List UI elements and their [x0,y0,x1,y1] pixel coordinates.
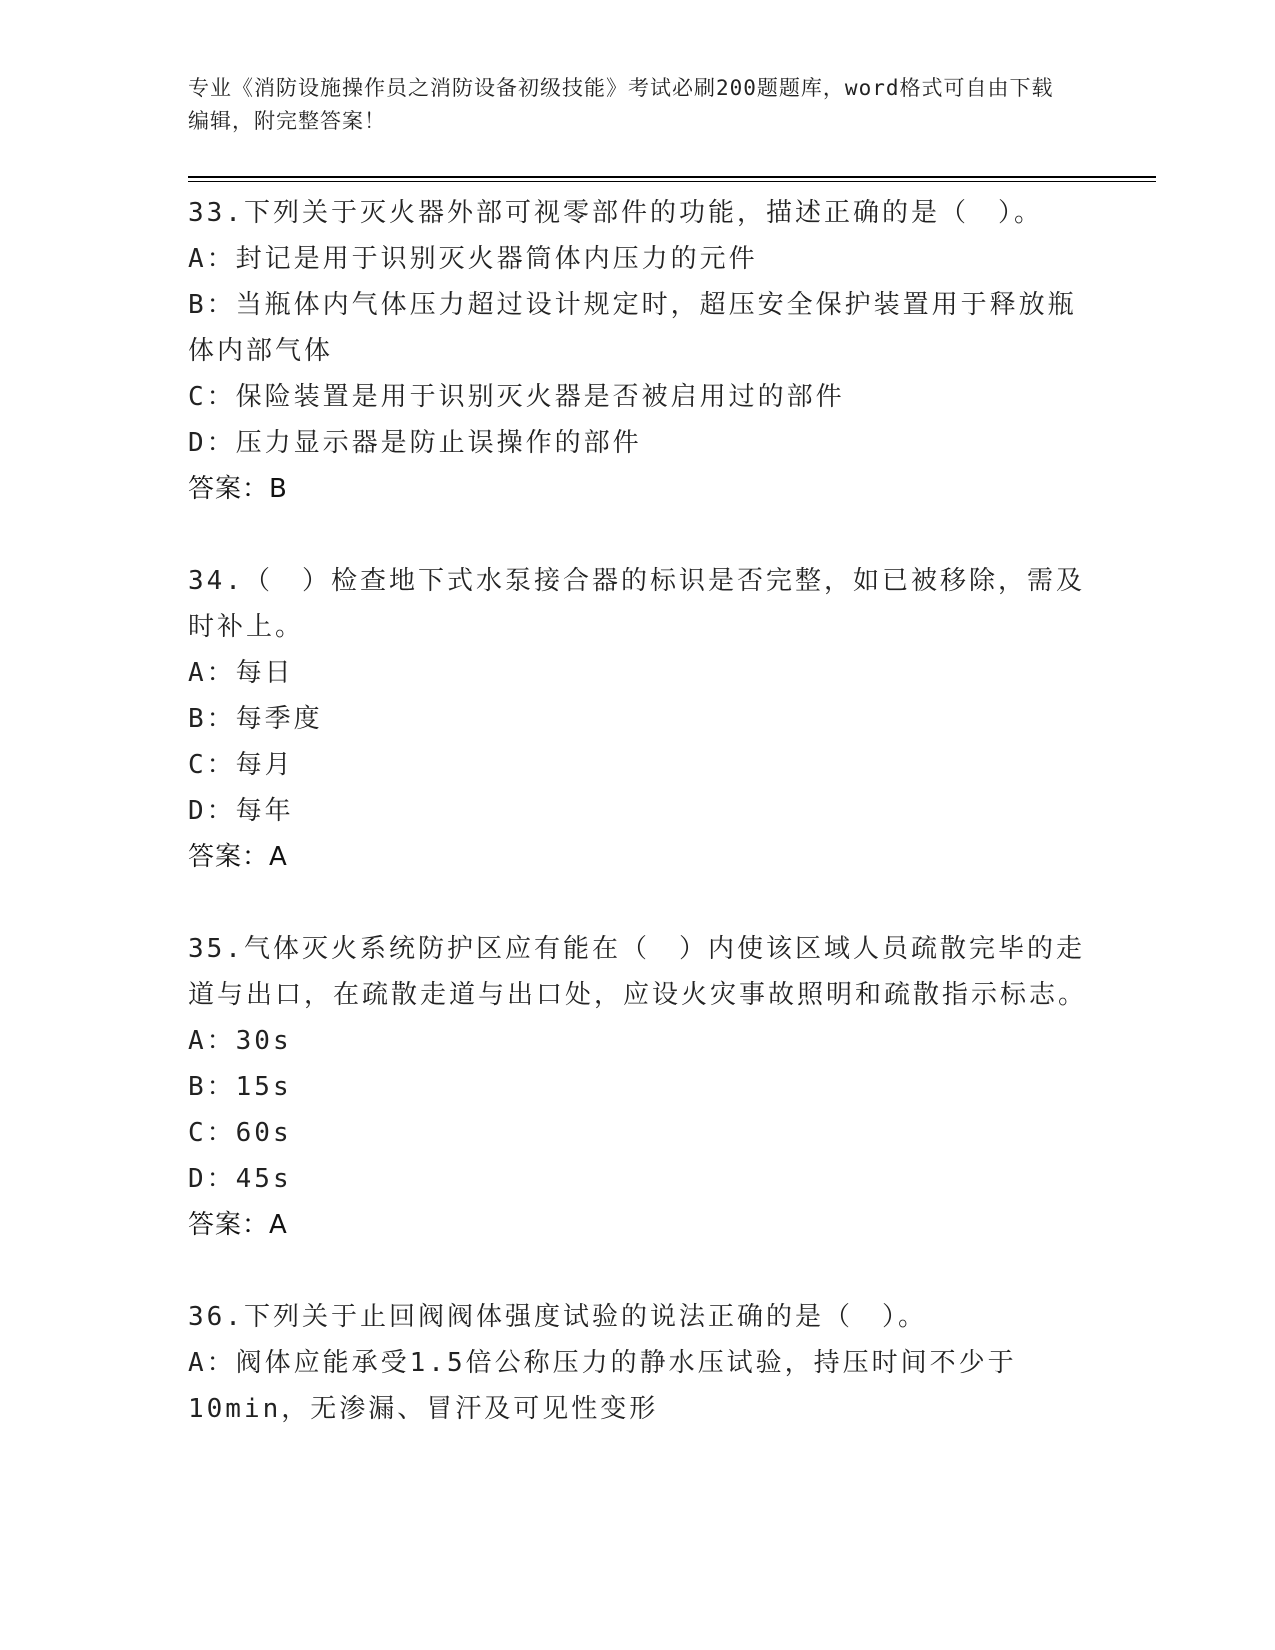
option-c: C：保险装置是用于识别灭火器是否被启用过的部件 [188,382,845,412]
option-b: B：15s [188,1072,292,1102]
option-a: A：30s [188,1026,292,1056]
question-35 [188,926,1088,1248]
answer-text: 答案：A [188,1210,288,1240]
question-34 [188,558,1088,880]
option-d: D：压力显示器是防止误操作的部件 [188,428,642,458]
option-c: C：60s [188,1118,292,1148]
question-33 [188,190,1088,512]
answer-text: 答案：A [188,842,288,872]
question-list [188,190,1088,1478]
option-c: C：每月 [188,750,294,780]
question-text: 34.（ ）检查地下式水泵接合器的标识是否完整，如已被移除，需及时补上。 [188,566,1085,642]
option-d: D：每年 [188,796,294,826]
option-a: A：阀体应能承受1.5倍公称压力的静水压试验，持压时间不少于10min，无渗漏、冒汗及可见性变形 [188,1348,1017,1424]
option-d: D：45s [188,1164,292,1194]
option-a: A：封记是用于识别灭火器筒体内压力的元件 [188,244,758,274]
header-divider [188,176,1156,182]
answer-text: 答案：B [188,474,288,504]
option-b: B：每季度 [188,704,323,734]
document-header-description: 专业《消防设施操作员之消防设备初级技能》考试必刷200题题库，word格式可自由下载编辑，附完整答案！ [188,76,1054,133]
question-text: 35.气体灭火系统防护区应有能在（ ）内使该区域人员疏散完毕的走道与出口，在疏散走道与出口处，应设火灾事故照明和疏散指示标志。 [188,934,1088,1010]
question-text: 33.下列关于灭火器外部可视零部件的功能，描述正确的是（ ）。 [188,198,1043,228]
option-b: B：当瓶体内气体压力超过设计规定时，超压安全保护装置用于释放瓶体内部气体 [188,290,1077,366]
question-36 [188,1294,1088,1432]
question-text: 36.下列关于止回阀阀体强度试验的说法正确的是（ ）。 [188,1302,927,1332]
option-a: A：每日 [188,658,294,688]
